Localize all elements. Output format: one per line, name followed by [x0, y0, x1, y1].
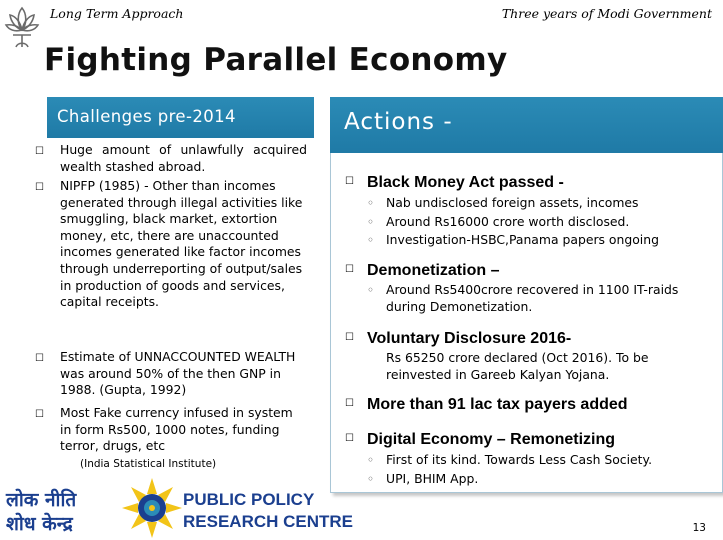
checkbox-bullet-icon: ☐: [345, 176, 354, 187]
lotus-icon: [4, 2, 40, 50]
action-sub-item: ◦ Around Rs16000 crore worth disclosed.: [367, 214, 630, 229]
checkbox-bullet-icon: ☐: [35, 409, 44, 420]
action-heading: ☐ Digital Economy – Remonetizing: [345, 431, 616, 448]
action-sub-item: ◦ Around Rs5400crore recovered in 1100 IT-raids during Demonetization.: [367, 282, 679, 314]
challenges-heading: Challenges pre-2014: [57, 107, 236, 126]
ring-bullet-icon: ◦: [367, 453, 375, 467]
action-detail: Rs 65250 crore declared (Oct 2016). To be reinvested in Gareeb Kalyan Yojana.: [386, 350, 649, 382]
action-heading: ☐ Black Money Act passed -: [345, 174, 564, 191]
checkbox-bullet-icon: ☐: [35, 353, 44, 364]
challenge-item: ☐ Huge amount of unlawfully acquired wealth stashed abroad.: [35, 142, 307, 174]
checkbox-bullet-icon: ☐: [345, 433, 354, 444]
ring-bullet-icon: ◦: [367, 196, 375, 210]
sun-emblem-icon: [122, 478, 182, 538]
ring-bullet-icon: ◦: [367, 472, 375, 486]
ppr-centre-logo: [0, 478, 354, 540]
actions-heading-bar: [330, 97, 723, 153]
challenges-heading-bar: [47, 97, 314, 138]
svg-text:लोक नीति: लोक नीति: [6, 489, 77, 511]
action-sub-item: ◦ Nab undisclosed foreign assets, incomes: [367, 195, 639, 210]
action-heading: ☐ Demonetization –: [345, 262, 500, 279]
checkbox-bullet-icon: ☐: [35, 146, 44, 157]
checkbox-bullet-icon: ☐: [345, 264, 354, 275]
hindi-logo-text: [5, 488, 77, 535]
action-sub-item: ◦ UPI, BHIM App.: [367, 471, 479, 486]
ring-bullet-icon: ◦: [367, 233, 375, 247]
checkbox-bullet-icon: ☐: [345, 332, 354, 343]
challenge-item: ☐ NIPFP (1985) - Other than incomes generated through illegal activities like smuggling, black market, extortion money, etc, there are unaccounted incomes generated like factor incomes through underreporting of output/sales in production of goods and services, capital receipts.: [35, 178, 303, 310]
action-heading: ☐ Voluntary Disclosure 2016-: [345, 330, 572, 347]
actions-heading: Actions -: [344, 109, 453, 135]
action-sub-item: ◦ Investigation-HSBC,Panama papers ongoing: [367, 232, 659, 247]
ring-bullet-icon: ◦: [367, 215, 375, 229]
logo-english-line2: RESEARCH CENTRE: [183, 512, 354, 531]
source-note: (India Statistical Institute): [80, 458, 217, 470]
header-right-text: Three years of Modi Government: [501, 6, 712, 21]
logo-english-line1: PUBLIC POLICY: [183, 490, 315, 509]
checkbox-bullet-icon: ☐: [35, 182, 44, 193]
action-heading: ☐ More than 91 lac tax payers added: [345, 396, 628, 413]
challenge-item: ☐ Most Fake currency infused in system in form Rs500, 1000 notes, funding terror, drugs, etc: [35, 405, 293, 454]
action-sub-item: ◦ First of its kind. Towards Less Cash Society.: [367, 452, 653, 467]
page-number: 13: [692, 522, 706, 534]
svg-text:शोध केन्द्र: शोध केन्द्र: [6, 513, 73, 535]
header-left-text: Long Term Approach: [50, 6, 184, 21]
slide-title: Fighting Parallel Economy: [44, 42, 508, 78]
challenge-item: ☐ Estimate of UNNACCOUNTED WEALTH was around 50% of the then GNP in 1988. (Gupta, 1992): [35, 349, 296, 398]
ring-bullet-icon: ◦: [367, 283, 375, 297]
checkbox-bullet-icon: ☐: [345, 398, 354, 409]
